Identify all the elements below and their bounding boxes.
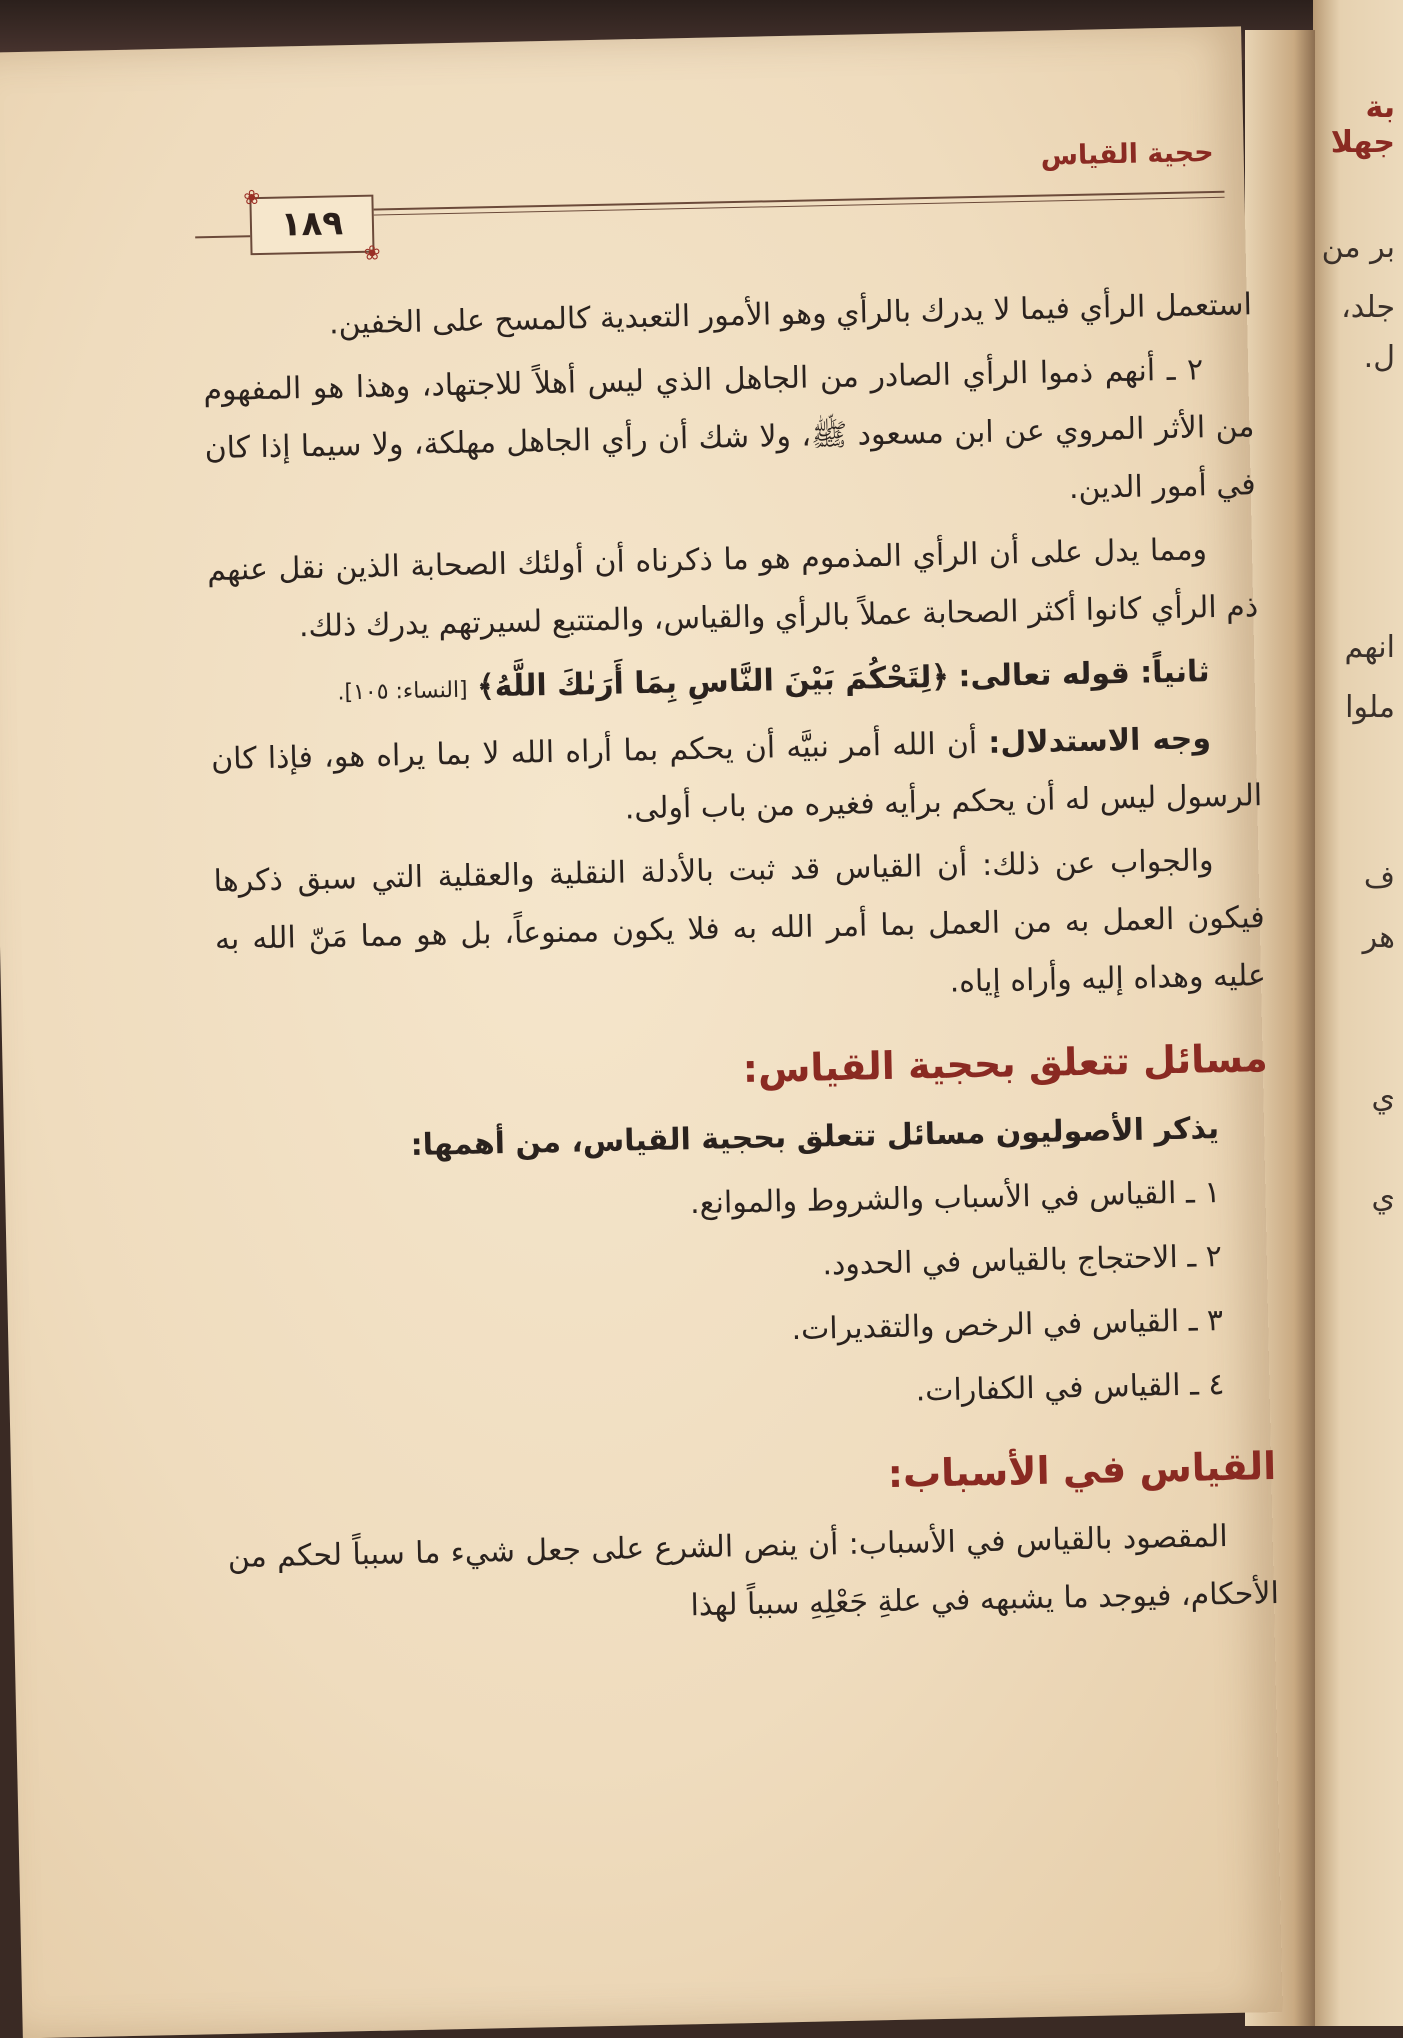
section-heading: القياس في الأسباب: <box>887 1443 1277 1497</box>
adjacent-fragment: جلد، <box>1341 290 1395 325</box>
quran-verse: ﴿لِتَحْكُمَ بَيْنَ النَّاسِ بِمَا أَرَىٰكَ اللَّهُ﴾ <box>476 659 950 705</box>
page-number: ١٨٩ <box>280 203 344 245</box>
page-number-box <box>243 184 381 265</box>
adjacent-fragment: ي <box>1371 1180 1395 1215</box>
adjacent-fragment: هر <box>1362 920 1395 955</box>
answer-paragraph: والجواب عن ذلك: أن القياس قد ثبت بالأدلة النقلية والعقلية التي سبق ذكرها فيكون العمل به من العمل بما أمر الله به فلا يكون ممنوعاً، بل هو مما مَنّ الله به عليه وهداه إليه وأراه إياه. <box>213 843 1267 1000</box>
adjacent-fragment: بة جهلا <box>1330 90 1395 160</box>
verse-reference: [النساء: ١٠٥]. <box>337 677 468 706</box>
adjacent-fragment: ل. <box>1363 340 1395 375</box>
list-item: ٣ ـ القياس في الرخص والتقديرات. <box>791 1303 1224 1348</box>
paragraph: ٢ ـ أنهم ذموا الرأي الصادر من الجاهل الذي ليس أهلاً للاجتهاد، وهذا هو المفهوم من الأثر المروي عن ابن مسعود ﷺ، ولا شك أن رأي الجاهل مهلكة، ولا سيما إذا كان في أمور الدين. <box>203 352 1256 507</box>
corner-ornament-icon: ❀ <box>243 184 261 210</box>
book-page <box>0 26 1283 2038</box>
corner-ornament-icon: ❀ <box>363 240 381 265</box>
wajh-label: وجه الاستدلال: <box>987 721 1212 761</box>
header-rule <box>335 191 1225 212</box>
wajh-paragraph <box>211 709 1263 847</box>
paragraph: المقصود بالقياس في الأسباب: أن ينص الشرع على جعل شيء ما سبباً لحكم من الأحكام، فيوجد ما يشبهه في علةِ جَعْلِهِ سبباً لهذا <box>227 1518 1280 1624</box>
adjacent-fragment: ف <box>1363 860 1395 895</box>
thaniyan-label: ثانياً: قوله تعالى: <box>958 654 1210 695</box>
list-item: ٢ ـ الاحتجاج بالقياس في الحدود. <box>822 1239 1223 1283</box>
adjacent-fragment: بر من <box>1321 230 1395 265</box>
section-intro: يذكر الأصوليون مسائل تتعلق بحجية القياس، من أهمها: <box>410 1111 1220 1164</box>
section-heading: مسائل تتعلق بحجية القياس: <box>742 1036 1269 1092</box>
adjacent-fragment: ي <box>1371 1080 1395 1115</box>
list-item: ٤ ـ القياس في الكفارات. <box>915 1367 1225 1409</box>
list-item: ١ ـ القياس في الأسباب والشروط والموانع. <box>689 1175 1221 1222</box>
page-header <box>193 127 1225 265</box>
paragraph: استعمل الرأي فيما لا يدرك بالرأي وهو الأمور التعبدية كالمسح على الخفين. <box>328 287 1253 342</box>
paragraph: ومما يدل على أن الرأي المذموم هو ما ذكرناه أن أولئك الصحابة الذين نقل عنهم ذم الرأي كانوا أكثر الصحابة عملاً بالرأي والقياس، والمتتبع لسيرتهم يدرك ذلك. <box>206 532 1259 645</box>
header-rule <box>195 235 255 238</box>
adjacent-fragment: انهم <box>1344 630 1395 665</box>
adjacent-fragment: ملوا <box>1345 690 1395 725</box>
adjacent-page <box>1313 0 1403 2026</box>
page-body <box>201 276 1279 1651</box>
running-title: حجية القياس <box>1040 136 1214 172</box>
wajh-text: أن الله أمر نبيَّه أن يحكم بما أراه الله لا بما يراه هو، فإذا كان الرسول ليس له أن يحكم برأيه فغيره من باب أولى. <box>210 726 1263 827</box>
